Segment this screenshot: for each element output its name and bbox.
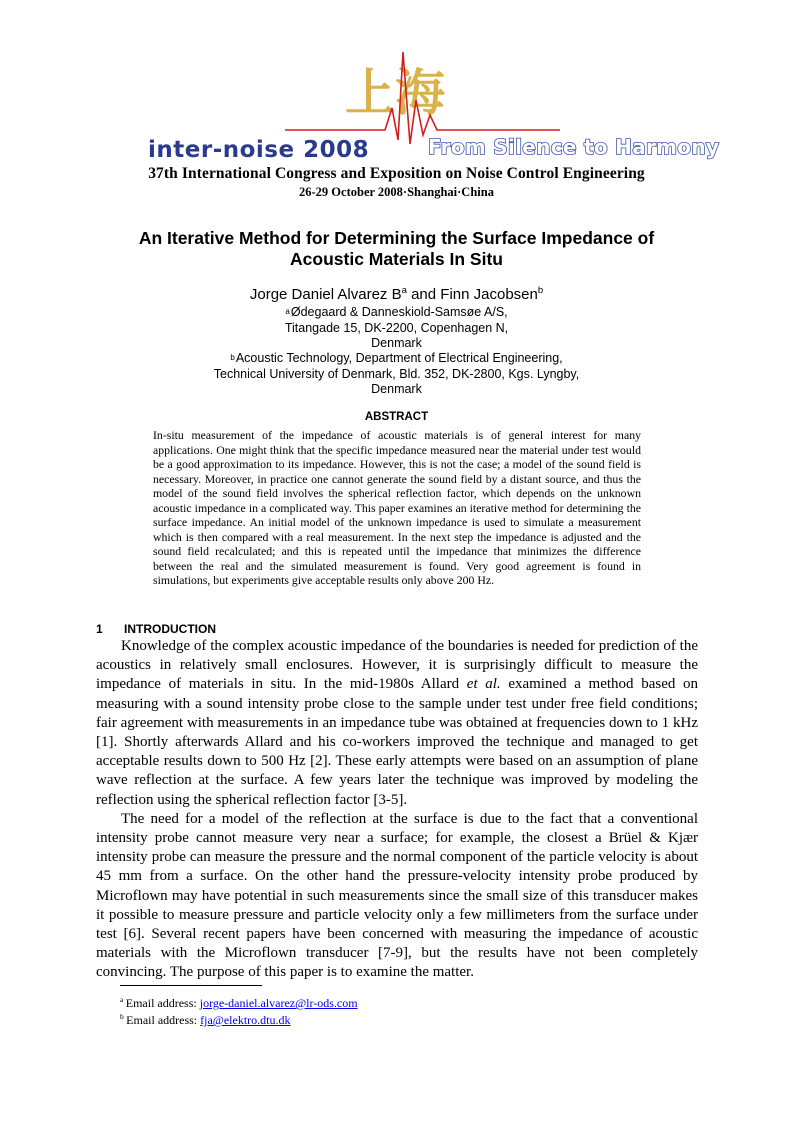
author-line	[0, 286, 793, 303]
intro-p1-text-a: Knowledge of the complex acoustic impedance of the boundaries is needed for prediction of the acoustics in relatively small enclosures. However, it is surprisingly difficult to measure the impedance of materials in situ. In the mid-1980s Allard	[96, 638, 698, 693]
logo-slogan-text: From Silence to Harmony	[428, 135, 720, 159]
footnote-a	[120, 996, 358, 1011]
footnote-a-mark: a	[120, 995, 124, 1004]
footnote-b-label: Email address:	[126, 1013, 201, 1027]
section-number: 1	[96, 622, 103, 636]
affiliation-b-line2: Technical University of Denmark, Bld. 352, DK-2800, Kgs. Lyngby,	[213, 366, 580, 381]
section-heading	[96, 622, 216, 636]
author-1: Jorge Daniel Alvarez B	[249, 286, 402, 303]
affiliation-a-mark: a	[285, 307, 290, 316]
footnote-a-label: Email address:	[125, 996, 200, 1010]
author-1-mark: a	[401, 285, 407, 296]
abstract-text: In-situ measurement of the impedance of acoustic materials is of general interest for many applications. One might think that the specific impedance measured near the material under test would be a good approximation to its impedance. However, this is not the case; a model of the sound field is necessary. Moreover, in practice one cannot generate the sound field by a distant source, and thus the model of the sound field involves the spherical reflection factor, which depends on the unknown acoustic impedance in a complicated way. This paper examines an iterative method for determining the surface impedance. An initial model of the unknown impedance is used to simulate a measurement which is then compared with a real measurement. In the next step the impedance is adjusted and the sound field recalculated; and this is repeated until the impedance that minimizes the difference between the real and the simulated measurement is found. Very good agreement is found in simulations, but experiments give acceptable results only above 200 Hz.	[153, 428, 641, 587]
section-title: INTRODUCTION	[124, 622, 216, 636]
footnote-b-mark: b	[120, 1012, 124, 1021]
intro-paragraph-2: The need for a model of the reflection at the surface is due to the fact that a conventional intensity probe cannot measure very near a surface; for example, the closest a Brüel & Kjær intensity probe can measure the pressure and the normal component of the particle velocity is about 45 mm from a surface. On the other hand the pressure-velocity intensity probe produced by Microflown may have potential in such measurements since the small size of this transducer makes it possible to measure pressure and particle velocity only a few millimeters from the surface under test [6]. Several recent papers have been concerned with measuring the impedance of acoustic materials with the Microflown transducer [7-9], but the results have not been completely convincing. The purpose of this paper is to examine the matter.	[96, 810, 698, 981]
intro-p1-italic: et al.	[466, 676, 501, 693]
affiliation-b-mark: b	[230, 353, 235, 362]
conference-logo	[140, 40, 720, 170]
footnote-a-email-link[interactable]: jorge-daniel.alvarez@lr-ods.com	[199, 996, 358, 1010]
affiliation-a-line2: Titangade 15, DK-2200, Copenhagen N,	[284, 320, 509, 335]
affiliation-a-line3: Denmark	[371, 336, 422, 350]
affiliation-b-line1: Acoustic Technology, Department of Electrical Engineering,	[235, 351, 563, 365]
author-2: Finn Jacobsen	[440, 286, 538, 303]
paper-title	[100, 228, 693, 270]
affiliation-a-line1: Ødegaard & Danneskiold-Samsøe A/S,	[290, 305, 508, 319]
paper-title-line2: Acoustic Materials In Situ	[290, 249, 503, 269]
conference-date-location: 26-29 October 2008·Shanghai·China	[299, 185, 494, 199]
author-2-mark: b	[537, 285, 544, 296]
affiliation-b-line3: Denmark	[371, 382, 422, 396]
abstract-heading: ABSTRACT	[364, 411, 429, 423]
intro-p1-text-b: examined a method based on measuring with a sound intensity probe close to the sample under test under free field conditions; fair agreement with measurements in an impedance tube was obtained at frequencies down to 1 kHz [1]. Shortly afterwards Allard and his co-workers improved the technique and managed to get acceptable results down to 500 Hz [2]. These early attempts were based on an assumption of plane wave reflection at the surface. A few years later the technique was improved by modeling the reflection using the spherical reflection factor [3-5].	[96, 676, 698, 808]
conference-name: 37th International Congress and Exposition on Noise Control Engineering	[148, 165, 645, 182]
logo-cjk-text: 上海	[345, 64, 445, 122]
affiliation-b	[0, 351, 793, 398]
intro-body	[96, 637, 698, 983]
paper-title-line1: An Iterative Method for Determining the Surface Impedance of	[138, 228, 655, 248]
affiliation-a	[0, 305, 793, 352]
footnote-b-email-link[interactable]: fja@elektro.dtu.dk	[200, 1013, 291, 1027]
footnote-divider	[120, 985, 262, 986]
intro-paragraph-1	[96, 637, 698, 810]
logo-brand-text: inter-noise 2008	[148, 137, 370, 163]
author-conjunction: and	[406, 286, 441, 303]
logo-graphic	[140, 40, 720, 170]
footnote-b	[120, 1013, 291, 1028]
